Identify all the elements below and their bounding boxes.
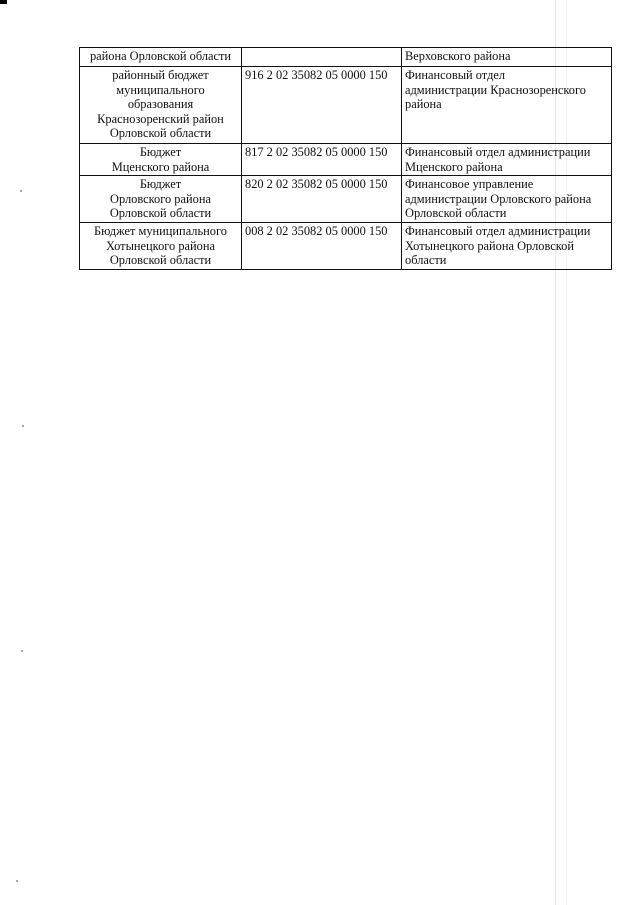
table-row bbox=[80, 176, 612, 223]
cell-line: Бюджет bbox=[139, 145, 182, 159]
scan-speck bbox=[16, 880, 18, 882]
recipient-cell bbox=[402, 176, 612, 223]
cell-line: Финансовый отдел администрации bbox=[405, 145, 591, 159]
budget-code-cell: 008 2 02 35082 05 0000 150 bbox=[242, 223, 402, 270]
budget-name-cell bbox=[80, 48, 242, 67]
scan-speck bbox=[22, 425, 24, 427]
cell-line: муниципального bbox=[116, 82, 205, 97]
budget-code-cell bbox=[242, 48, 402, 67]
table-row bbox=[80, 48, 612, 67]
recipient-cell bbox=[402, 67, 612, 144]
recipient-cell bbox=[402, 48, 612, 67]
cell-line: Орловской области bbox=[109, 253, 212, 268]
table-row bbox=[80, 223, 612, 270]
cell-line: Бюджет муниципального bbox=[94, 224, 227, 239]
cell-line: Орловской области bbox=[109, 206, 212, 221]
table-row bbox=[80, 144, 612, 176]
cell-line: Финансовый отдел администрации bbox=[405, 224, 591, 239]
cell-line: области bbox=[405, 253, 447, 268]
budget-code-cell: 820 2 02 35082 05 0000 150 bbox=[242, 176, 402, 223]
cell-line: районный бюджет bbox=[112, 68, 209, 82]
recipient-cell bbox=[402, 144, 612, 176]
scan-corner-mark bbox=[0, 0, 7, 4]
cell-line: Финансовый отдел bbox=[405, 68, 506, 82]
recipient-cell bbox=[402, 223, 612, 270]
cell-line: Орловского района bbox=[110, 191, 211, 206]
scan-speck bbox=[21, 650, 23, 652]
budget-name-cell bbox=[80, 67, 242, 144]
cell-line: Орловской области bbox=[109, 126, 212, 141]
budget-name-cell bbox=[80, 223, 242, 270]
cell-line: Мценского района bbox=[111, 159, 210, 174]
budget-name-cell bbox=[80, 176, 242, 223]
scan-speck bbox=[20, 190, 22, 192]
budget-code-cell: 916 2 02 35082 05 0000 150 bbox=[242, 67, 402, 144]
budget-code-cell: 817 2 02 35082 05 0000 150 bbox=[242, 144, 402, 176]
cell-line: администрации Краснозоренского bbox=[405, 82, 586, 97]
cell-line: района bbox=[405, 97, 442, 112]
cell-line: Орловской области bbox=[405, 206, 507, 221]
cell-line: Хотынецкого района bbox=[105, 238, 215, 253]
cell-line: Краснозоренский район bbox=[97, 111, 224, 126]
cell-line: Мценского района bbox=[405, 159, 503, 174]
cell-line: района Орловской области bbox=[89, 49, 232, 63]
cell-line: Хотынецкого района Орловской bbox=[405, 238, 574, 253]
cell-line: Финансовое управление bbox=[405, 177, 534, 192]
cell-line: образования bbox=[127, 97, 194, 112]
budget-distribution-table bbox=[79, 47, 612, 270]
cell-line: Бюджет bbox=[139, 177, 182, 192]
cell-line: администрации Орловского района bbox=[405, 191, 592, 206]
budget-name-cell bbox=[80, 144, 242, 176]
table-row bbox=[80, 67, 612, 144]
cell-line: Верховского района bbox=[405, 49, 511, 63]
